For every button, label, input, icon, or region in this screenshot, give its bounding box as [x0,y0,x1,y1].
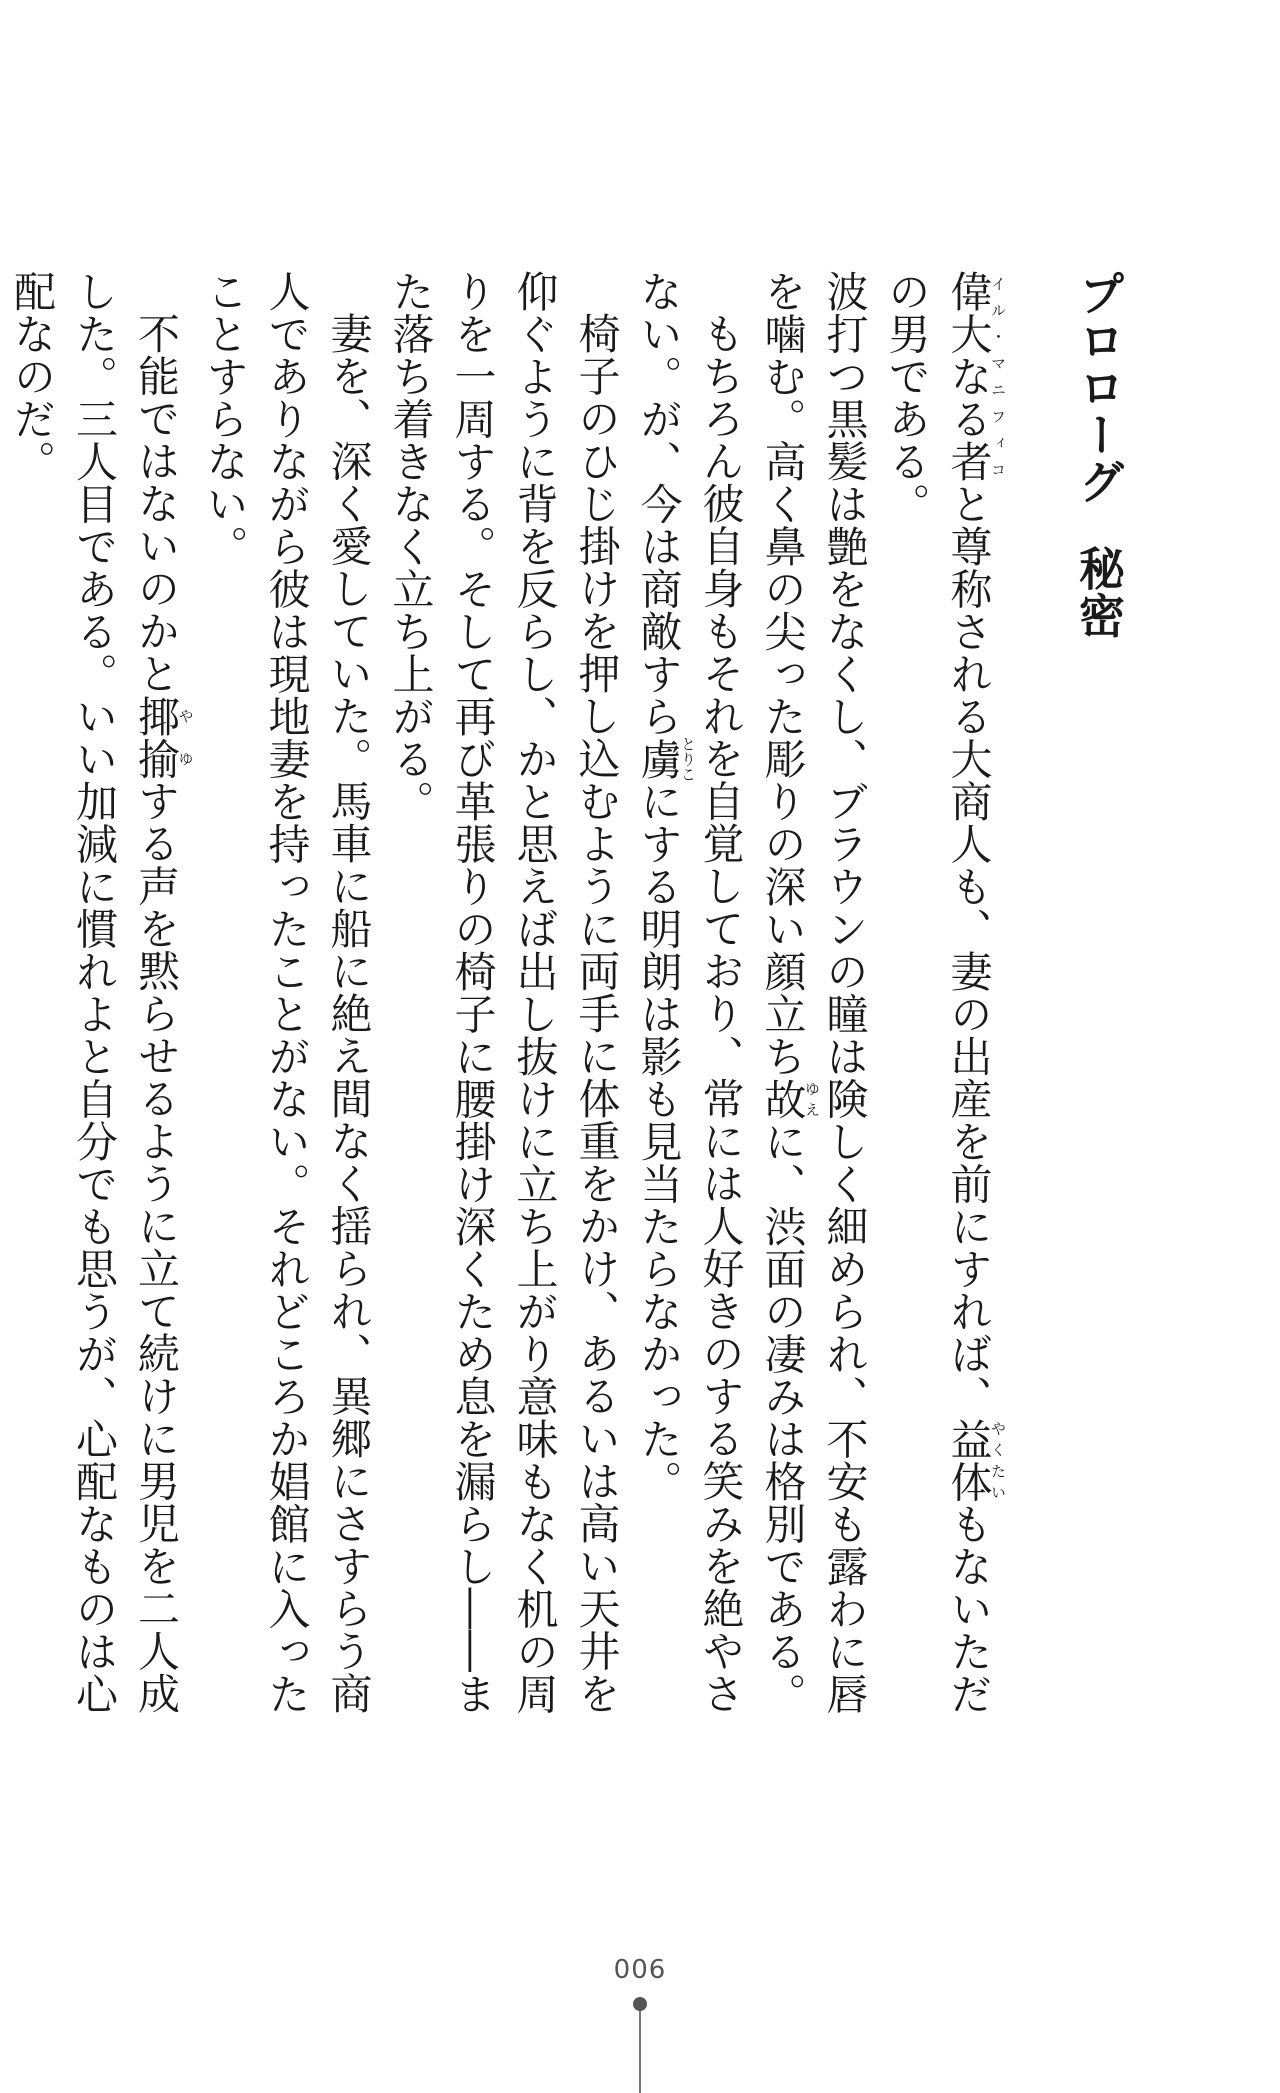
paragraph-1-text-b: もないただの男である。 [882,270,994,1715]
paragraph-2-text-b: に、渋面の凄みは格別である。 [758,1120,808,1715]
paragraph-6 [1,270,194,1750]
paragraph-6-text-a: 不能ではないのかと [132,312,181,695]
paragraph-2 [752,270,876,1750]
ruby-il-magnifico [944,270,1007,483]
paragraph-4: 椅子のひじ掛けを押し込むように両手に体重をかけ、あるいは高い天井を仰ぐように背を反らし、かと思えば出し抜けに立ち上がり意味もなく机の周りを一周する。そして再び革張りの椅子に腰掛け深くため息を漏らし――また落ち着きなく立ち上がる。 [386,270,622,1715]
ruby-toriko [634,736,697,782]
paragraph-3-text-a: もちろん彼自身もそれを自覚しており、常には人好きのする笑みを絶やさない。が、今は商敵すら [634,270,746,1715]
paragraph-3 [628,270,752,1750]
ruby-base: 益体 [944,1417,994,1503]
ruby-yayu [132,694,195,780]
paragraph-2-text-a: 波打つ黒髪は艶をなくし、ブラウンの瞳は険しく細められ、不安も露わに唇を噛む。高く鼻の尖った彫りの深い顔立ち [758,270,870,1715]
paragraph-7-dialogue [0,270,1,1750]
ruby-text: ゆえ [803,1077,821,1120]
body-text [0,270,1130,1750]
ruby-base: 揶揄 [132,694,181,780]
ruby-base: 虜 [634,736,684,782]
paragraph-3-text-b: にする明朗は影も見当たらなかった。 [634,780,684,1503]
paragraph-1-text-a: と尊称される大商人も、妻の出産を前にすれば、 [944,482,994,1418]
folio-dot-icon [633,1997,647,2011]
ruby-yakutai [944,1417,1007,1503]
chapter-title-secret: 秘密 [1072,545,1126,639]
ruby-yue [758,1077,821,1121]
folio-line [639,2011,641,2093]
page-number: 006 [613,1955,667,1985]
ruby-base: 偉大なる者 [944,270,994,483]
chapter-title [1068,270,1130,1750]
chapter-title-prologue: プロローグ [1072,270,1126,505]
ruby-base: 故 [758,1077,808,1120]
ruby-text: イル・マニフィコ [989,270,1007,483]
ruby-text: やくたい [989,1417,1007,1503]
paragraph-1 [876,270,1007,1750]
ruby-text: やゆ [176,694,195,780]
paragraph-6-text-b: する声を黙らせるように立て続けに男児を二人成した。三人目である。いい加減に慣れよと自分でも思うが、心配なものは心配なのだ。 [8,270,181,1715]
ruby-text: とりこ [679,736,697,782]
paragraph-5: 妻を、深く愛していた。馬車に船に絶え間なく揺られ、異郷にさすらう商人でありながら彼は現地妻を持ったことがない。それどころか娼館に入ったことすらない。 [200,270,374,1715]
